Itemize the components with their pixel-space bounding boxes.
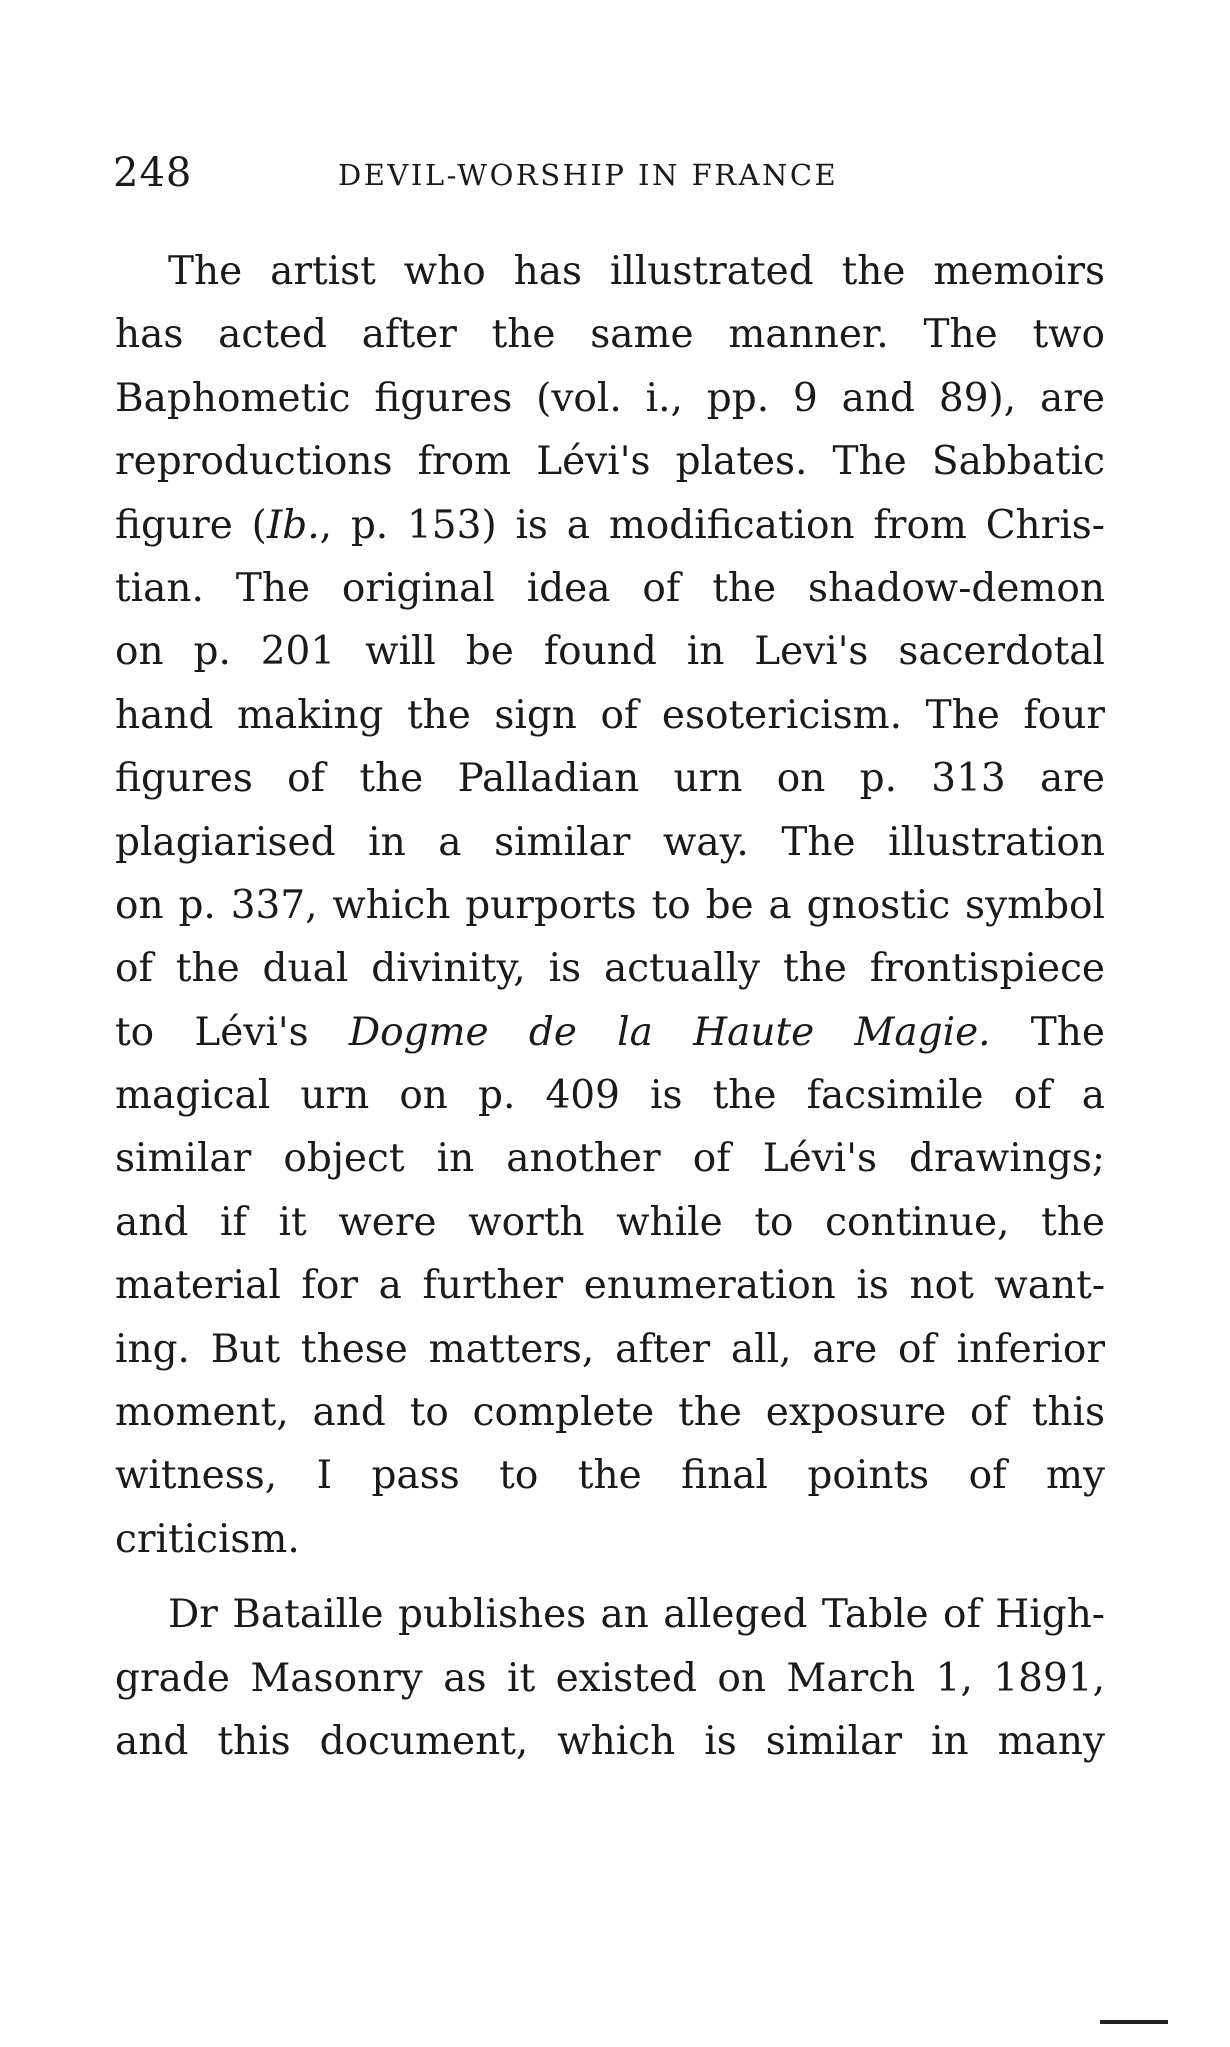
text-line [115, 1001, 1105, 1064]
text-span: magical urn on p. 409 is the facsimile of a [115, 1073, 1105, 1119]
text-span: and if it were worth while to continue, the [115, 1199, 1105, 1245]
text-span: Dr Bataille publishes an alleged Table of High- [168, 1592, 1105, 1638]
text-span: The [990, 1009, 1105, 1055]
text-line [115, 811, 1105, 874]
text-span: tian. The original idea of the shadow-demon [115, 565, 1105, 611]
text-span: and this document, which is similar in many [115, 1718, 1105, 1764]
text-line [115, 494, 1105, 557]
text-span: of the dual divinity, is actually the frontispiece [115, 946, 1105, 992]
text-line [115, 1444, 1105, 1507]
text-line [115, 1583, 1105, 1646]
text-span: , p. 153) is a modification from Chris- [319, 502, 1105, 548]
text-span: on p. 337, which purports to be a gnostic symbol [115, 882, 1105, 928]
italic-citation: Ib. [266, 502, 320, 548]
text-span: moment, and to complete the exposure of this [115, 1390, 1105, 1436]
text-span: The artist who has illustrated the memoirs [168, 249, 1105, 294]
text-line [115, 1647, 1105, 1710]
text-span: witness, I pass to the final points of my [115, 1453, 1105, 1499]
text-line [115, 1064, 1105, 1127]
text-span: figures of the Palladian urn on p. 313 are [115, 756, 1105, 802]
text-line [115, 557, 1105, 620]
text-line [115, 1127, 1105, 1190]
text-line [115, 1508, 1105, 1571]
text-span: to Lévi's [115, 1009, 349, 1055]
running-head [113, 150, 1123, 206]
text-span: on p. 201 will be found in Levi's sacerdotal [115, 629, 1105, 675]
body-text [115, 240, 1105, 1773]
paragraph-2 [115, 1583, 1105, 1773]
text-line [115, 937, 1105, 1000]
text-line [115, 620, 1105, 683]
text-span: ing. But these matters, after all, are of inferior [115, 1326, 1105, 1372]
text-span: material for a further enumeration is not want- [115, 1263, 1105, 1309]
text-line [115, 430, 1105, 493]
text-line [115, 1710, 1105, 1773]
text-line [115, 303, 1105, 366]
text-line [115, 240, 1105, 303]
text-line [115, 684, 1105, 747]
text-span: reproductions from Lévi's plates. The Sabbatic [115, 439, 1105, 485]
paragraph-1 [115, 240, 1105, 1571]
text-line [115, 1254, 1105, 1317]
text-span: figure ( [115, 502, 267, 548]
page-number: 248 [113, 150, 193, 196]
italic-book-title: Dogme de la Haute Magie. [348, 1009, 991, 1055]
text-line [115, 747, 1105, 810]
text-line [115, 367, 1105, 430]
text-span: similar object in another of Lévi's drawings; [115, 1136, 1105, 1182]
running-title: DEVIL-WORSHIP IN FRANCE [338, 158, 839, 192]
text-span: has acted after the same manner. The two [115, 312, 1105, 358]
text-line [115, 1191, 1105, 1254]
text-line [115, 874, 1105, 937]
text-span: hand making the sign of esotericism. The four [115, 692, 1105, 738]
text-span: grade Masonry as it existed on March 1, 1891, [115, 1655, 1105, 1701]
text-span: plagiarised in a similar way. The illustration [115, 819, 1105, 865]
text-span: criticism. [115, 1516, 300, 1562]
page-edge-mark [1100, 2020, 1168, 2024]
text-line [115, 1381, 1105, 1444]
text-span: Baphometic figures (vol. i., pp. 9 and 89), are [115, 375, 1105, 421]
text-line [115, 1318, 1105, 1381]
